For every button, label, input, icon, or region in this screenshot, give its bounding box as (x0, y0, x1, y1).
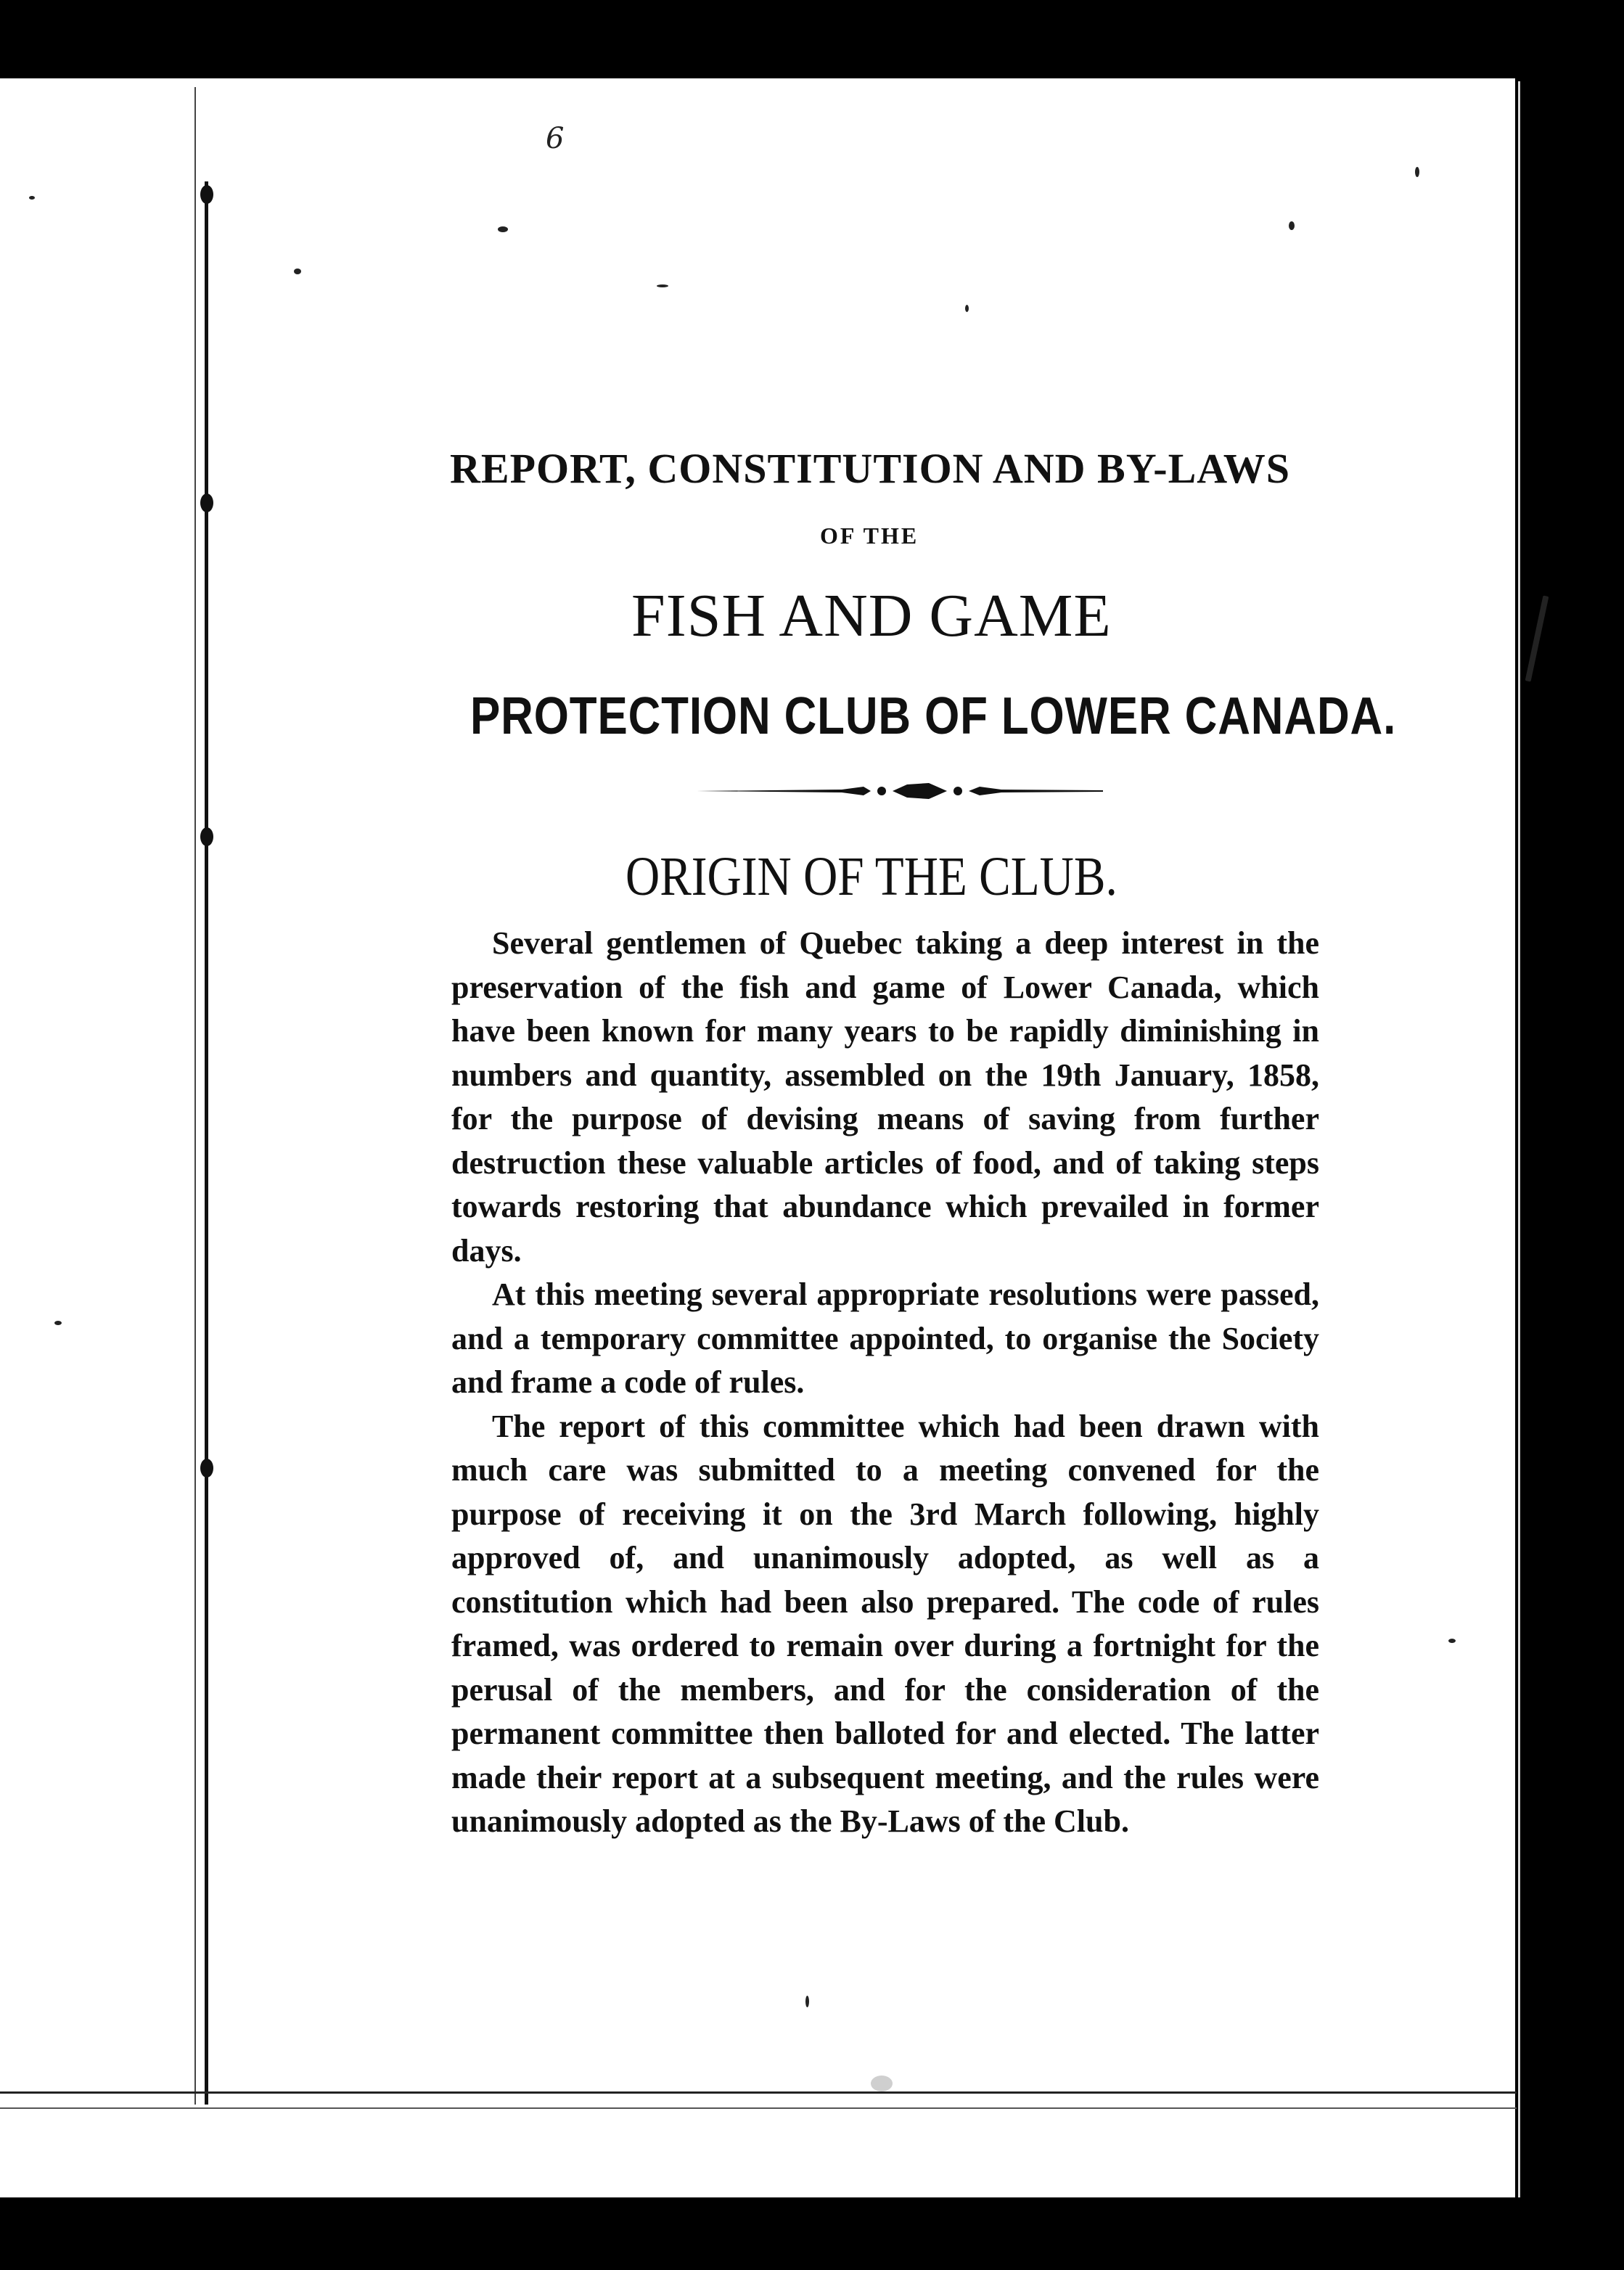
title-line-1: REPORT, CONSTITUTION AND BY-LAWS (450, 445, 1290, 492)
scan-speck (54, 1321, 62, 1325)
paragraph: Several gentlemen of Quebec taking a deep interest in the preservation of the fish and game of Lower Canada, which have been known for many years to be rapidly diminishing in numbers and quantity, assembled on the 19th January, 1858, for the purpose of devising means of saving from further destruction these valuable articles of food, and of taking steps towards restoring that abundance which prevailed in former days. (451, 925, 1319, 1269)
scan-speck (871, 2076, 893, 2091)
binding-stitch (200, 493, 213, 512)
binding-line-outer (194, 87, 196, 2105)
scan-speck (1289, 221, 1295, 230)
paragraph: The report of this committee which had been drawn with much care was submitted to a meeting convened for the purpose of receiving it on the 3rd March following, highly approved of, and unanimously adopted, as well as a constitution which had been also prepared. The code of rules framed, was ordered to remain over during a fortnight for the perusal of the members, and for the consideration of the permanent committee then balloted for and elected. The latter made their report at a subsequent meeting, and the rules were unanimously adopted as the By-Laws of the Club. (451, 1408, 1319, 1839)
body-text (451, 922, 1319, 1844)
title-subtitle: PROTECTION CLUB OF LOWER CANADA. (470, 687, 1397, 745)
page-marker: 6 (546, 122, 565, 155)
scan-speck (1448, 1639, 1456, 1643)
scan-speck (805, 1996, 809, 2007)
section-heading: ORIGIN OF THE CLUB. (626, 846, 1117, 907)
title-of-the: OF THE (820, 523, 919, 549)
title-main: FISH AND GAME (631, 582, 1112, 650)
page-bottom-rule-2 (0, 2107, 1517, 2109)
binding-stitch (200, 827, 213, 846)
binding-stitch (200, 1459, 213, 1478)
binding-line (205, 181, 208, 2105)
scan-right-border (1515, 0, 1624, 2270)
page-edge (1518, 81, 1520, 2200)
ornament-rule (697, 777, 1103, 806)
scan-bottom-border (0, 2197, 1624, 2270)
scan-speck (1415, 167, 1419, 177)
scan-top-border (0, 0, 1624, 78)
scan-speck (657, 284, 668, 287)
binding-stitch (200, 185, 213, 204)
scan-speck (965, 305, 969, 312)
page-bottom-rule (0, 2091, 1517, 2094)
scan-speck (498, 226, 508, 232)
scan-speck (294, 269, 301, 274)
scan-speck (29, 196, 35, 200)
paragraph: At this meeting several appropriate resolutions were passed, and a temporary committee appointed, to organise the Society and frame a code of rules. (451, 1277, 1319, 1400)
